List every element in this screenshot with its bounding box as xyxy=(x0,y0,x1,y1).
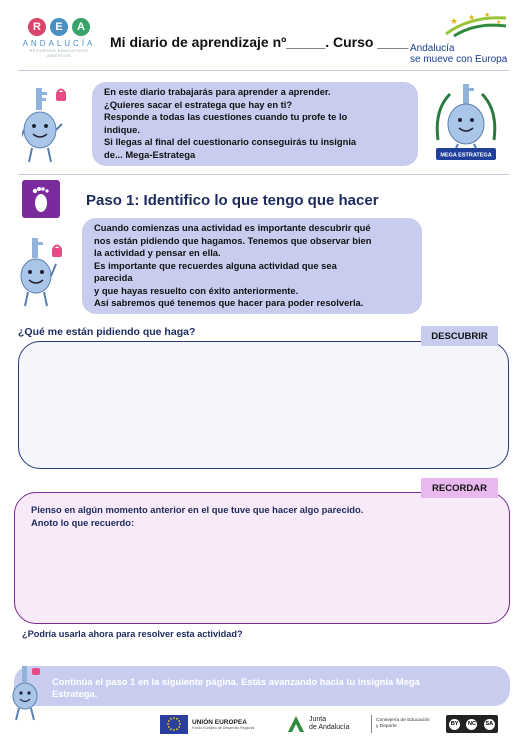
junta-line-2: de Andalucía xyxy=(309,724,350,731)
stars-icon xyxy=(410,12,510,38)
junta-andalucia-icon xyxy=(286,714,306,734)
badge-label: MEGA ESTRATEGA xyxy=(440,152,492,159)
key-mascot-icon xyxy=(22,84,78,166)
footer-divider xyxy=(371,715,372,733)
junta-text xyxy=(309,716,367,732)
rea-letter-e: E xyxy=(50,18,68,36)
key-mascot-icon xyxy=(10,664,46,726)
footer-logos xyxy=(160,712,510,736)
cc-sa-icon: SA xyxy=(484,719,495,730)
intro-line: Si llegas al final del cuestionario conseguirás tu insignia xyxy=(104,136,357,147)
page-title: Mi diario de aprendizaje nº_____. Curso ____ xyxy=(110,34,409,50)
creative-commons-badge xyxy=(446,715,498,733)
mega-estratega-badge-icon xyxy=(430,80,502,172)
key-mascot-icon xyxy=(18,234,74,316)
step-line: y que hayas resuelto con éxito anteriormente. xyxy=(94,284,299,296)
rea-subtitle: RECURSOS EDUCATIVOS ABIERTOS xyxy=(29,48,89,58)
footprint-icon xyxy=(22,180,60,218)
discover-question: ¿Qué me están pidiendo que haga? xyxy=(18,326,196,338)
banner-line: Estratega. xyxy=(52,688,98,699)
svg-text:★: ★ xyxy=(468,13,476,22)
intro-line: En este diario trabajarás para aprender a aprender. xyxy=(104,86,331,97)
intro-line: indique. xyxy=(104,123,140,135)
remember-question: ¿Podría usarla ahora para resolver esta actividad? xyxy=(22,629,243,639)
andalucia-line-2: se mueve con Europa xyxy=(410,54,508,65)
junta-line-1: Junta xyxy=(309,716,327,723)
andalucia-line-1: Andalucía xyxy=(410,43,455,54)
svg-text:★: ★ xyxy=(450,16,459,26)
step-text-bubble xyxy=(82,218,422,314)
step-title: Paso 1: Identifico lo que tengo que hacer xyxy=(86,192,379,209)
rea-letter-a: A xyxy=(72,18,90,36)
consejeria-line-2: y Deporte xyxy=(376,724,397,729)
intro-line: de... Mega-Estratega xyxy=(104,148,196,160)
rea-letter-r: R xyxy=(28,18,46,36)
intro-line: ¿Quieres sacar el estratega que hay en ti? xyxy=(104,98,293,110)
consejeria-text xyxy=(376,718,446,730)
step-line: Es importante que recuerdes alguna actividad que sea xyxy=(94,259,337,271)
step-divider xyxy=(18,174,509,175)
remember-answer-box[interactable] xyxy=(14,492,510,624)
intro-line: Responde a todas las cuestiones cuando tu profe te lo xyxy=(104,111,348,122)
step-line: la actividad y pensar en ella. xyxy=(94,247,221,258)
consejeria-line-1: Consejería de Educación xyxy=(376,718,430,723)
remember-line: Pienso en algún momento anterior en el que tuve que hacer algo parecido. xyxy=(31,504,364,515)
eu-text xyxy=(192,719,286,730)
eu-flag-icon xyxy=(160,715,188,734)
andalucia-europa-logo xyxy=(410,12,510,65)
rea-logo xyxy=(18,18,100,64)
intro-text-bubble xyxy=(92,82,418,166)
discover-answer-box[interactable] xyxy=(18,341,509,469)
discover-tag: DESCUBRIR xyxy=(421,326,498,346)
cc-nc-icon: NC xyxy=(466,719,477,730)
banner-line: Continúa el paso 1 en la siguiente página. Estás avanzando hacia tu insignia Mega xyxy=(52,676,420,687)
svg-text:★: ★ xyxy=(484,12,491,19)
step-line: parecida xyxy=(94,272,133,283)
footprint-badge xyxy=(22,180,60,218)
eu-stars-icon xyxy=(166,716,182,732)
remember-line: Anoto lo que recuerdo: xyxy=(31,517,135,528)
step-line: nos están pidiendo que hagamos. Tenemos que observar bien xyxy=(94,234,372,246)
step-line: Cuando comienzas una actividad es importante descubrir qué xyxy=(94,222,371,233)
remember-tag: RECORDAR xyxy=(421,478,498,498)
rea-name: ANDALUCÍA xyxy=(22,39,96,48)
header-divider xyxy=(18,70,509,71)
svg-text:★: ★ xyxy=(496,20,502,26)
eu-subtitle: Fondo Europeo de Desarrollo Regional xyxy=(192,725,255,730)
cc-by-icon: BY xyxy=(449,719,460,730)
next-step-banner xyxy=(14,666,510,706)
step-line: Así sabremos qué tenemos que hacer para poder resolverla. xyxy=(94,297,364,308)
eu-title: UNIÓN EUROPEA xyxy=(192,718,247,726)
